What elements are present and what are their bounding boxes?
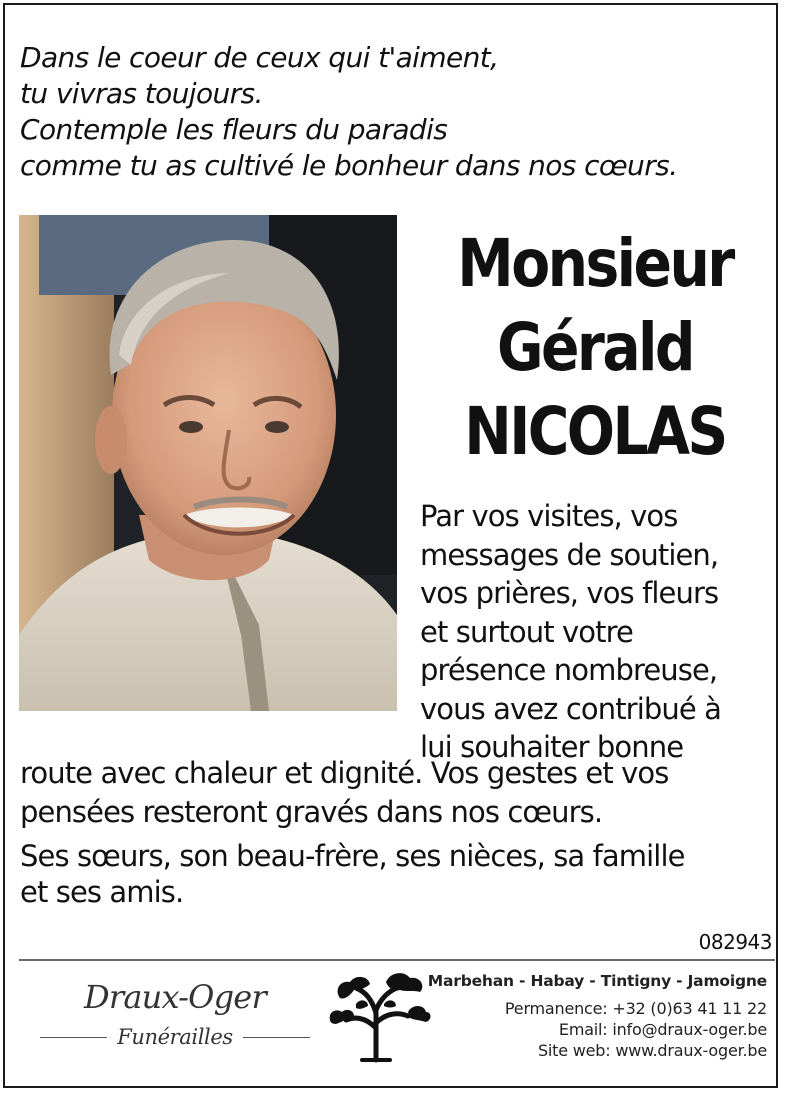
family-line: et ses amis. <box>20 875 184 909</box>
thanks-line: pensées resteront gravés dans nos cœurs. <box>20 794 603 829</box>
thanks-line: vous avez contribué à <box>420 691 721 726</box>
deceased-name <box>432 222 759 474</box>
contact-email: Email: info@draux-oger.be <box>558 1020 767 1039</box>
poem-line: Dans le coeur de ceux qui t'aiment, <box>20 41 499 74</box>
poem <box>20 40 780 184</box>
portrait-photo <box>19 215 397 711</box>
thanks-line: lui souhaiter bonne <box>420 730 684 764</box>
subtitle-rule-right <box>243 1037 310 1038</box>
poem-line: tu vivras toujours. <box>20 77 263 110</box>
poem-line: comme tu as cultivé le bonheur dans nos cœurs. <box>20 149 678 182</box>
divider <box>19 959 775 961</box>
reference-number: 082943 <box>698 930 772 954</box>
funeral-home-towns: Marbehan - Habay - Tintigny - Jamoigne <box>427 972 767 990</box>
name-first: Gérald <box>497 309 693 386</box>
name-last: NICOLAS <box>464 393 726 470</box>
thanks-line: messages de soutien, <box>420 537 719 572</box>
thanks-line: route avec chaleur et dignité. Vos gestes et vos <box>20 756 669 790</box>
thanks-text-full <box>20 754 780 831</box>
funeral-home-subtitle: Funérailles <box>117 1025 233 1049</box>
poem-line: Contemple les fleurs du paradis <box>20 113 448 146</box>
family-signature <box>20 838 780 910</box>
contact-website: Site web: www.draux-oger.be <box>537 1041 767 1060</box>
thanks-line: présence nombreuse, <box>420 653 718 687</box>
thanks-line: Par vos visites, vos <box>420 499 678 533</box>
family-line: Ses sœurs, son beau-frère, ses nièces, sa famille <box>20 839 685 873</box>
funeral-home-subtitle-row <box>40 1020 310 1054</box>
funeral-home-contact <box>427 970 767 1061</box>
permanence-phone: Permanence: +32 (0)63 41 11 22 <box>504 999 767 1018</box>
funeral-home-name: Draux-Oger <box>84 978 266 1016</box>
name-title: Monsieur <box>457 225 733 302</box>
thanks-line: et surtout votre <box>420 614 633 649</box>
thanks-line: vos prières, vos fleurs <box>420 576 719 610</box>
tree-icon <box>326 968 436 1064</box>
thanks-text-column <box>420 497 780 767</box>
subtitle-rule-left <box>40 1037 107 1038</box>
